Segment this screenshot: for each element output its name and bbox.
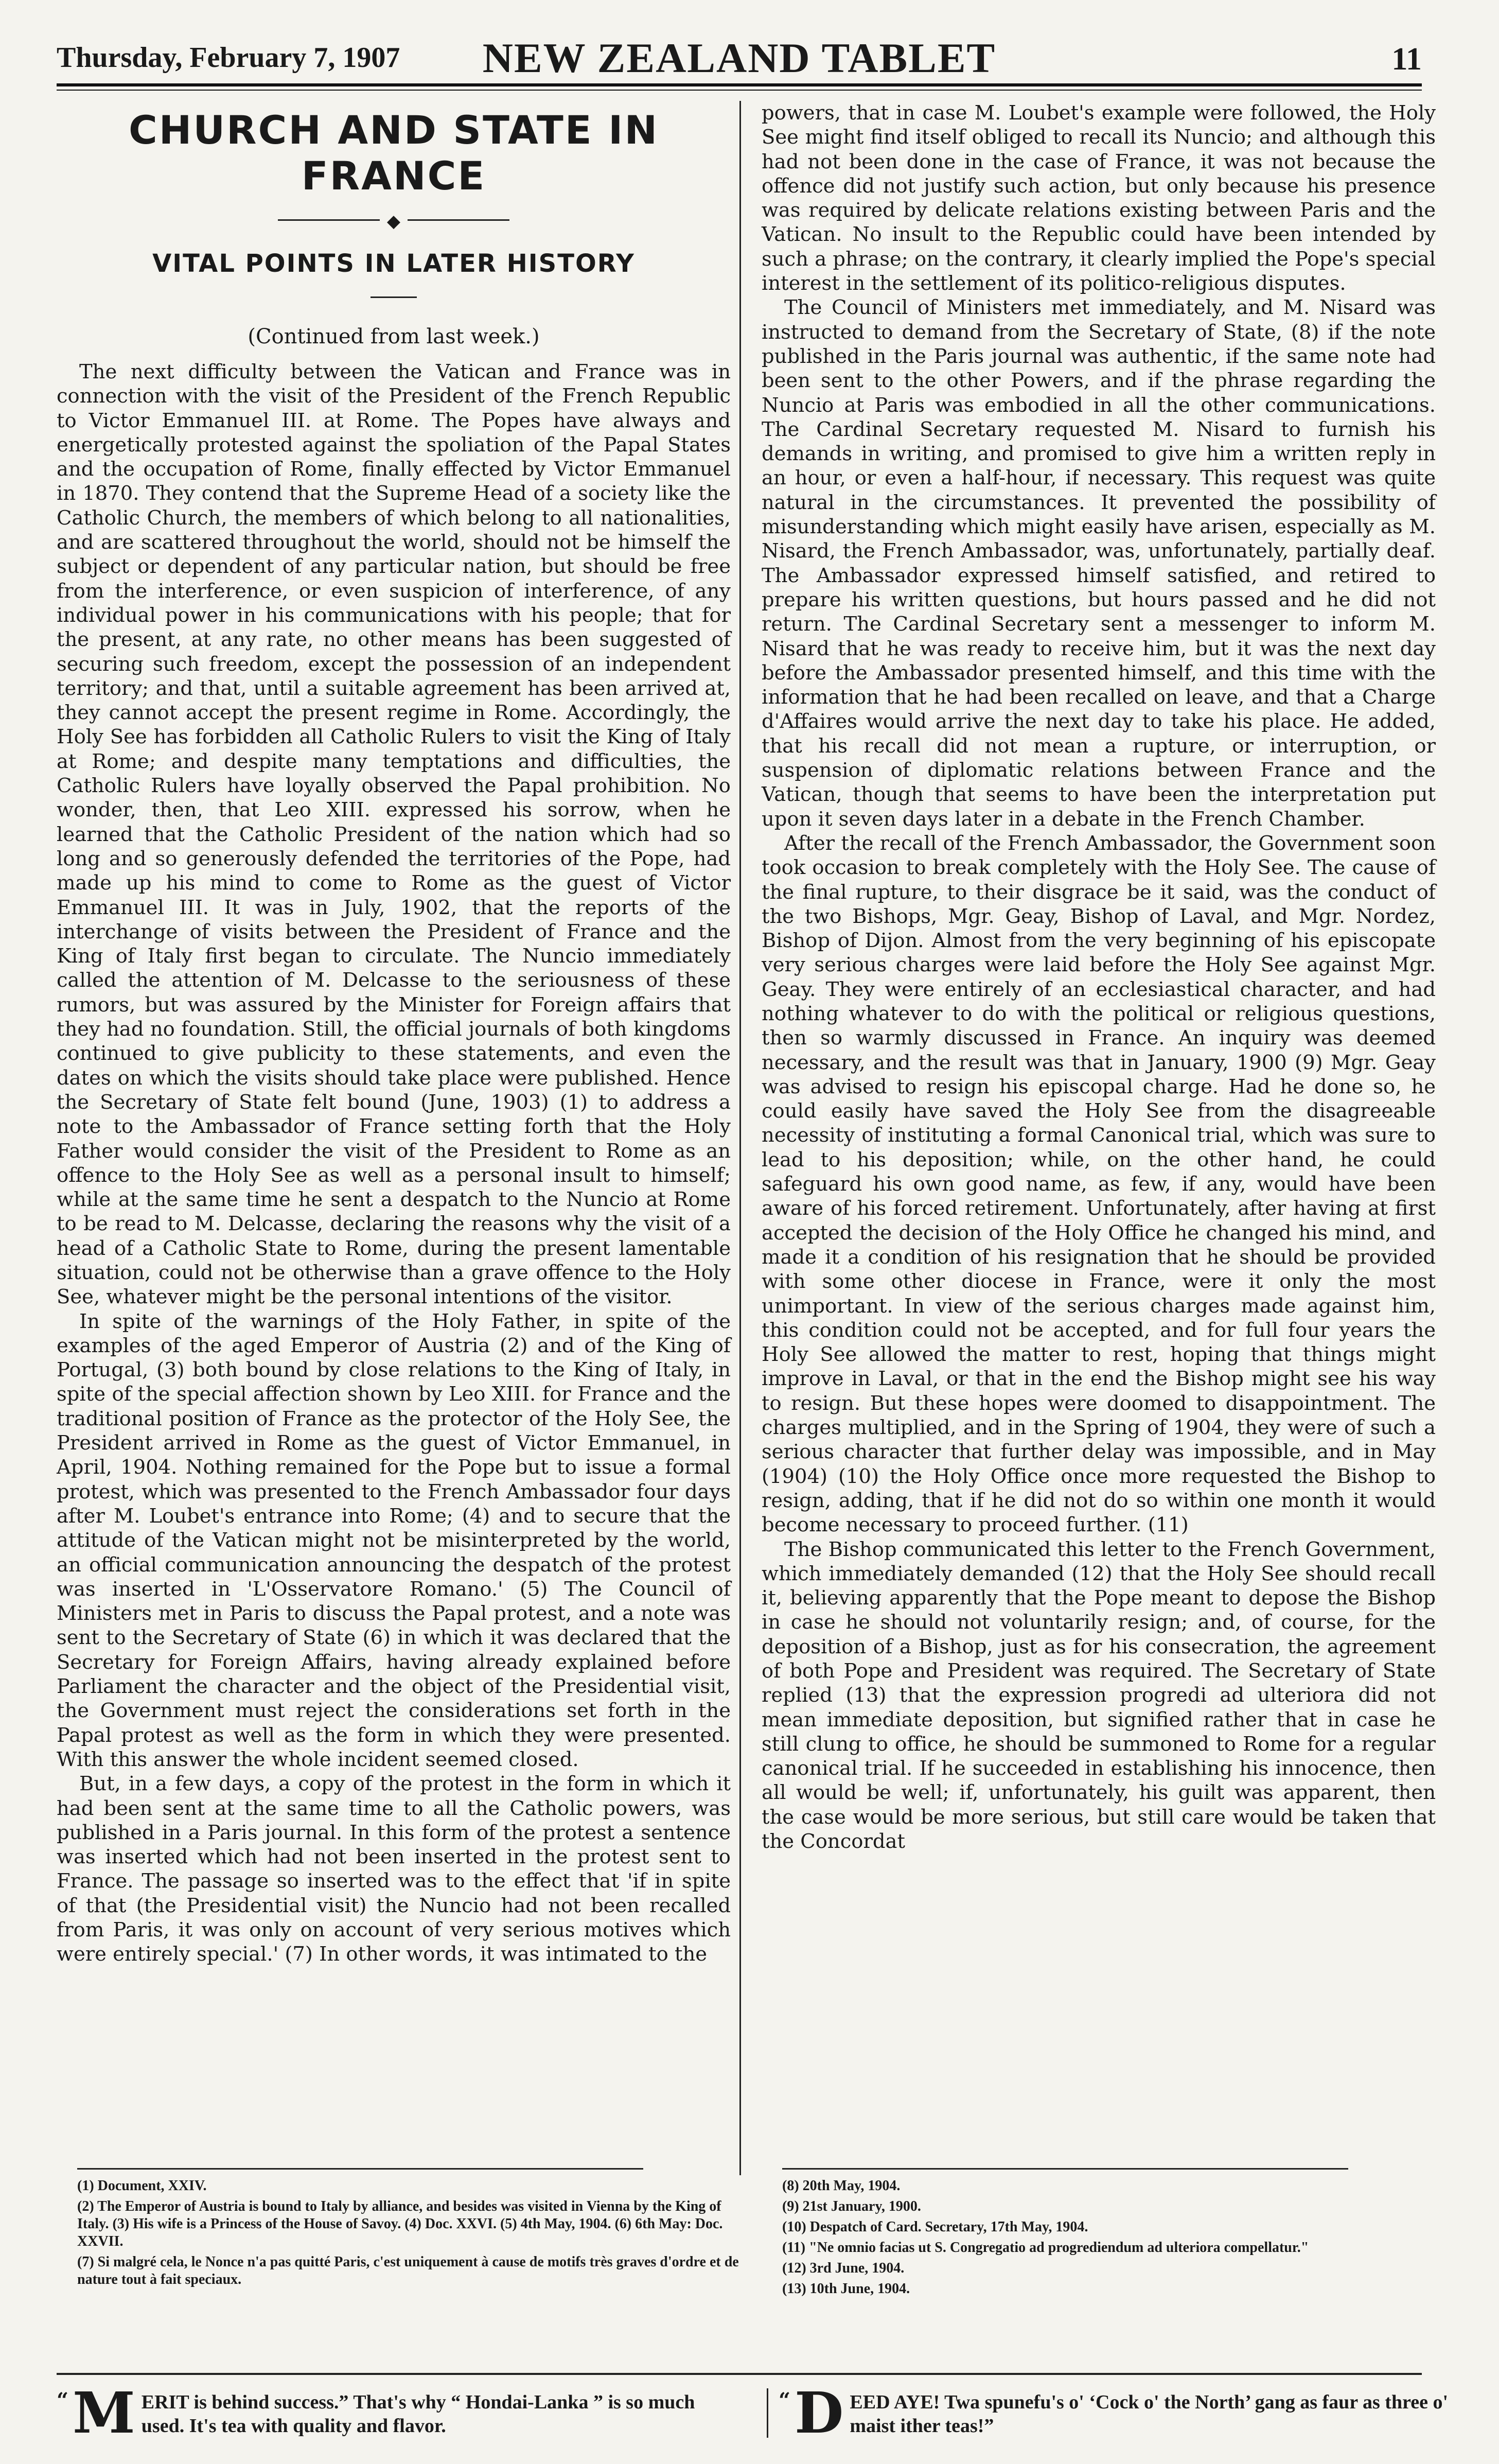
- open-quote: “: [779, 2388, 791, 2413]
- headline-ornament: [57, 211, 731, 232]
- footnote: (11) "Ne omnio facias ut S. Congregatio ad progrediendum ad ulteriora compellatur.": [782, 2240, 1309, 2256]
- paragraph: powers, that in case M. Loubet's example were followed, the Holy See might find itself obliged to recall its Nuncio; and although this had not been done in the case of France, it was not because the offence did not justify such action, but only because his presence was required by delicate relations existing between Paris and the Vatican. No insult to the Republic could have been intended by such a phrase; on the contrary, it clearly implied the Pope's special interest in the settlement of its politico-religious disputes.: [762, 101, 1436, 295]
- issue-date: Thursday, February 7, 1907: [57, 42, 400, 74]
- paragraph: The next difficulty between the Vatican and France was in connection with the visit of the President of the French Republic to Victor Emmanuel III. at Rome. The Popes have always and energetically protested against the spoliation of the Papal States and the occupation of Rome, finally effected by Victor Emmanuel in 1870. They contend that the Supreme Head of a society like the Catholic Church, the members of which belong to all nationalities, and are scattered throughout the world, should not be himself the subject or dependent of any particular nation, but should be free from the interference, or even suspicion of interference, of any individual power in his communications with his people; that for the present, at any rate, no other means has been suggested of securing such freedom, except the possession of an independent territory; and that, until a suitable agreement has been arrived at, they cannot accept the present regime in Rome. Accordingly, the Holy See has forbidden all Catholic Rulers to visit the King of Italy at Rome; and despite many temptations and difficulties, the Catholic Rulers have loyally observed the Papal prohibition. No wonder, then, that Leo XIII. expressed his sorrow, when he learned that the Catholic President of the nation which had so long and so generously defended the territories of the Pope, had made up his mind to come to Rome as the guest of Victor Emmanuel III. It was in July, 1902, that the reports of the interchange of visits between the President of France and the King of Italy first began to circulate. The Nuncio immediately called the attention of M. Delcasse to the seriousness of these rumors, but was assured by the Minister for Foreign affairs that they had no foundation. Still, the official journals of both kingdoms continued to give publicity to these statements, and even the dates on which the visits should take place were published. Hence the Secretary of State felt bound (June, 1903) (1) to address a note to the Ambassador of France setting forth that the Holy Father would consider the visit of the President to Rome as an offence to the Holy See as well as a personal insult to himself; while at the same time he sent a despatch to the Nuncio at Rome to be read to M. Delcasse, declaring the reasons why the visit of a head of a Catholic State to Rome, during the present lamentable situation, could not be otherwise than a grave offence to the Holy See, whatever might be the personal intentions of the visitor.: [57, 360, 731, 1309]
- paragraph: In spite of the warnings of the Holy Father, in spite of the examples of the aged Emperor of Austria (2) and of the King of Portugal, (3) both bound by close relations to the King of Italy, in spite of the special affection shown by Leo XIII. for France and the traditional position of France as the protector of the Holy See, the President arrived in Rome as the guest of Victor Emmanuel, in April, 1904. Nothing remained for the Pope but to issue a formal protest, which was presented to the French Ambassador four days after M. Loubet's entrance into Rome; (4) and to secure that the attitude of the Vatican might not be misinterpreted by the world, an official communication announcing the despatch of the protest was inserted in 'L'Osservatore Romano.' (5) The Council of Ministers met in Paris to discuss the Papal protest, and a note was sent to the Secretary of State (6) in which it was declared that the Secretary for Foreign Affairs, having already explained before Parliament the character and the object of the Presidential visit, the Government must reject the considerations set forth in the Papal protest as well as the form in which they were presented. With this answer the whole incident seemed closed.: [57, 1309, 731, 1771]
- open-quote: “: [57, 2388, 69, 2413]
- continued-notice: (Continued from last week.): [248, 325, 540, 348]
- paragraph: The Council of Ministers met immediately, and M. Nisard was instructed to demand from the Secretary of State, (8) if the note published in the Paris journal was authentic, if the same note had been sent to the other Powers, and if the phrase regarding the Nuncio at Paris was embodied in all the other communications. The Cardinal Secretary requested M. Nisard to furnish his demands in writing, and promised to give him a written reply in an hour, or even a half-hour, if necessary. This request was quite natural in the circumstances. It prevented the possibility of misunderstanding which might easily have arisen, especially as M. Nisard, the French Ambassador, was, unfortunately, partially deaf. The Ambassador expressed himself satisfied, and retired to prepare his written questions, but hours passed and he did not return. The Cardinal Secretary sent a messenger to inform M. Nisard that he was ready to receive him, but it was the next day before the Ambassador presented himself, and this time with the information that he had been recalled on leave, and that a Charge d'Affaires would arrive the next day to take his place. He added, that his recall did not mean a rupture, or interruption, or suspension of diplomatic relations between France and the Vatican, though that seems to have been the interpretation put upon it seven days later in a debate in the French Chamber.: [762, 296, 1436, 831]
- advertisement-text: ERIT is behind success.” That's why “ Hondai-Lanka ” is so much used. It's tea with quality and flavor.: [141, 2391, 695, 2437]
- footnote: (2) The Emperor of Austria is bound to Italy by alliance, and besides was visited in Vienna by the King of Italy. (3) His wife is a Princess of the House of Savoy. (4) Doc. XXVI. (5) 4th May, 1904. (6) 6th May: Doc. XXVII.: [77, 2198, 723, 2249]
- diamond-ornament-icon: ◆: [380, 211, 408, 232]
- advertisement-text: EED AYE! Twa spunefu's o' ‘Cock o' the North’ gang as faur as three o' maist ither teas!”: [850, 2391, 1449, 2437]
- footnote-rule-left: [77, 2168, 643, 2170]
- advertisement-hondai-lanka: [57, 2380, 726, 2446]
- article-headline: CHURCH AND STATE IN FRANCE: [128, 107, 659, 199]
- subhead-rule: [371, 296, 417, 298]
- masthead-rule: [57, 83, 1422, 86]
- drop-initial: D: [795, 2380, 844, 2446]
- footnote: (12) 3rd June, 1904.: [782, 2260, 905, 2276]
- article-body-left: [57, 360, 731, 1967]
- column-right: [762, 101, 1436, 1854]
- footnotes-left: [77, 2177, 741, 2292]
- page-number: 11: [1391, 42, 1422, 77]
- footnote: (10) Despatch of Card. Secretary, 17th May, 1904.: [782, 2219, 1088, 2235]
- footnotes-right: [782, 2177, 1446, 2301]
- paper-title: NEW ZEALAND TABLET: [482, 34, 996, 81]
- advertisement-band: [57, 2373, 1449, 2446]
- column-divider: [739, 101, 741, 2175]
- advertisement-cock-o-the-north: [767, 2380, 1489, 2446]
- footnote: (1) Document, XXIV.: [77, 2178, 207, 2194]
- article-body-right: [762, 101, 1436, 1854]
- footnote: (8) 20th May, 1904.: [782, 2178, 901, 2194]
- article-subheadline: VITAL POINTS IN LATER HISTORY: [152, 249, 635, 278]
- footnote: (13) 10th June, 1904.: [782, 2281, 910, 2297]
- footnote-rule-right: [782, 2168, 1348, 2170]
- masthead: [57, 32, 1422, 81]
- drop-initial: M: [73, 2380, 135, 2446]
- paragraph: The Bishop communicated this letter to the French Government, which immediately demanded (12) that the Holy See should recall it, believing apparently that the Pope meant to depose the Bishop in case he should not voluntarily resign; and, of course, for the deposition of a Bishop, just as for his consecration, the agreement of both Pope and President was required. The Secretary of State replied (13) that the expression progredi ad ulteriora did not mean immediate deposition, but signified rather that in case he still clung to office, he should be summoned to Rome for a regular canonical trial. If he succeeded in establishing his innocence, then all would be well; if, unfortunately, his guilt was apparent, then the case would be more serious, but still care would be taken that the Concordat: [762, 1537, 1436, 1854]
- paragraph: But, in a few days, a copy of the protest in the form in which it had been sent at the same time to all the Catholic powers, was published in a Paris journal. In this form of the protest a sentence was inserted which had not been inserted in the protest sent to France. The passage so inserted was to the effect that 'if in spite of that (the Presidential visit) the Nuncio had not been recalled from Paris, it was only on account of very serious motives which were entirely special.' (7) In other words, it was intimated to the: [57, 1772, 731, 1966]
- masthead-rule-thin: [57, 90, 1422, 91]
- paragraph: After the recall of the French Ambassador, the Government soon took occasion to break completely with the Holy See. The cause of the final rupture, to their disgrace be it said, was the conduct of the two Bishops, Mgr. Geay, Bishop of Laval, and Mgr. Nordez, Bishop of Dijon. Almost from the very beginning of his episcopate very serious charges were laid before the Holy See against Mgr. Geay. They were entirely of an ecclesiastical character, and had nothing whatever to do with the political or religious questions, then so warmly discussed in France. An inquiry was deemed necessary, and the result was that in January, 1900 (9) Mgr. Geay was advised to resign his episcopal charge. Had he done so, he could easily have saved the Holy See from the disagreeable necessity of instituting a formal Canonical trial, which was sure to lead to his deposition; while, on the other hand, he could safeguard his own good name, as few, if any, would have been aware of his forced retirement. Unfortunately, after having at first accepted the decision of the Holy Office he changed his mind, and made it a condition of his resignation that he should be provided with some other diocese in France, were it only the most unimportant. In view of the serious charges made against him, this condition could not be accepted, and for full four years the Holy See allowed the matter to rest, hoping that things might improve in Laval, or that in the end the Bishop might see his way to resign. But these hopes were doomed to disappointment. The charges multiplied, and in the Spring of 1904, they were of such a serious character that further delay was impossible, and in May (1904) (10) the Holy Office once more requested the Bishop to resign, adding, that if he did not do so within one month it would become necessary to proceed further. (11): [762, 831, 1436, 1537]
- column-left: [57, 101, 731, 1967]
- footnote: (7) Si malgré cela, le Nonce n'a pas quitté Paris, c'est uniquement à cause de motifs très graves d'ordre et de nature tout à fait speciaux.: [77, 2254, 739, 2287]
- footnote: (9) 21st January, 1900.: [782, 2198, 921, 2214]
